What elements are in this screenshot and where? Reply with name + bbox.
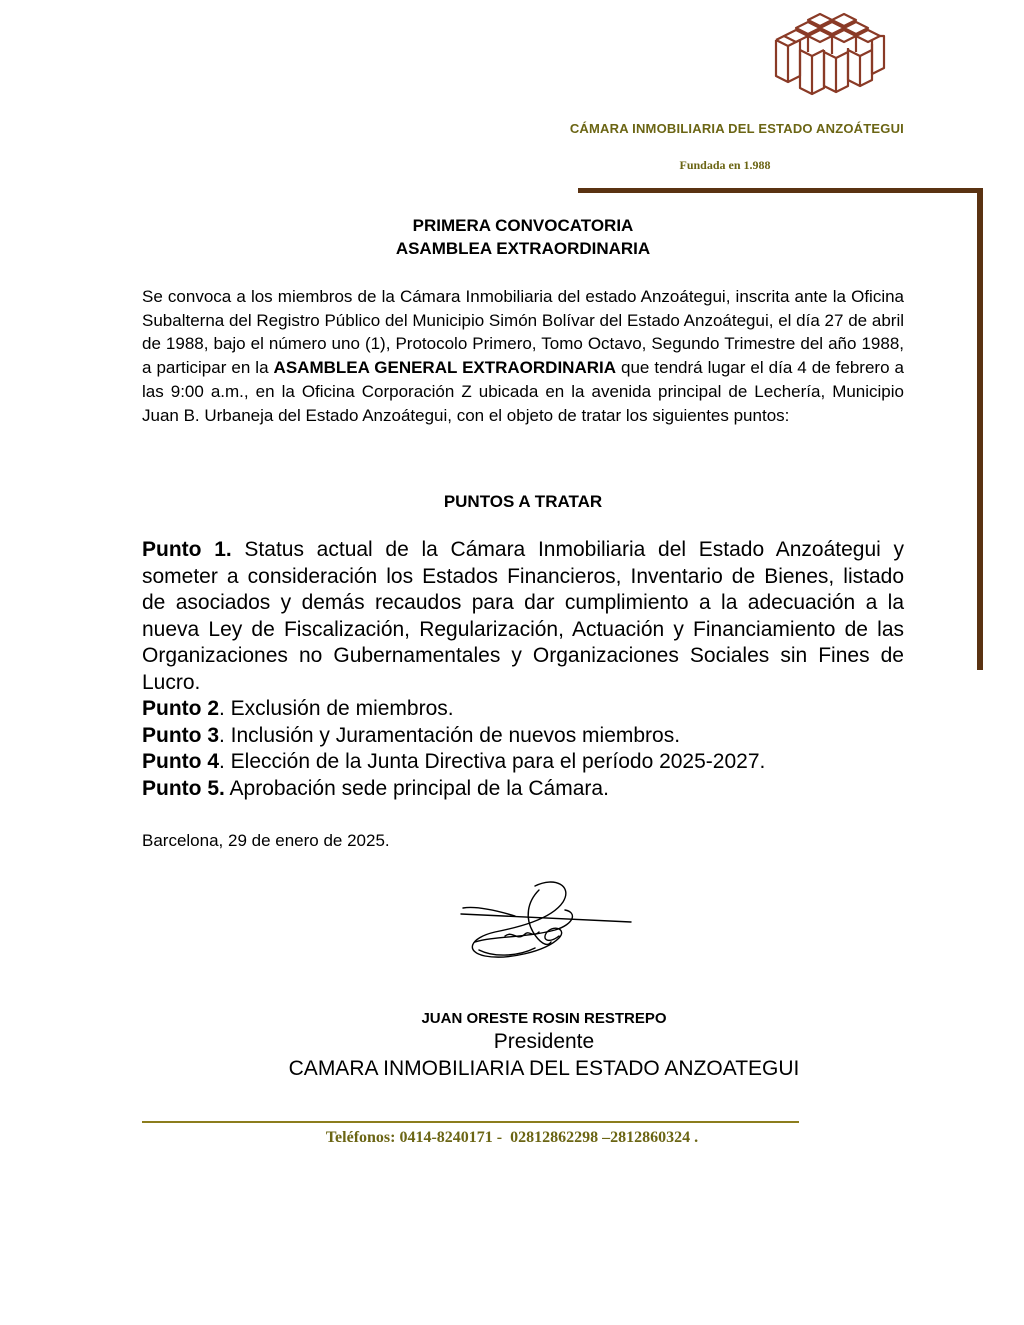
intro-paragraph xyxy=(142,285,904,427)
list-item xyxy=(142,537,904,696)
point-text: Status actual de la Cámara Inmobiliaria del Estado Anzoátegui y someter a consideración los Estados Financieros, Inventario de Bienes, listado de asociados y demás recaudos para dar cumplimiento a la adecuación a la nueva Ley de Fiscalización, Regularización, Actuación y Financiamiento de las Organizaciones no Gubernamentales y Organizaciones Sociales sin Fines de Lucro. xyxy=(142,538,904,694)
point-text: . Inclusión y Juramentación de nuevos miembros. xyxy=(219,723,681,747)
decorative-border-top xyxy=(578,188,983,193)
document-subtitle: ASAMBLEA EXTRAORDINARIA xyxy=(395,239,651,258)
point-label: Punto 2 xyxy=(142,697,219,720)
handwritten-signature-icon xyxy=(455,872,635,967)
organization-header: CÁMARA INMOBILIARIA DEL ESTADO ANZOÁTEGUI xyxy=(569,121,904,136)
founded-date: Fundada en 1.988 xyxy=(679,158,771,172)
point-label: Punto 4 xyxy=(142,750,219,773)
point-label: Punto 3 xyxy=(142,723,219,747)
date-line: Barcelona, 29 de enero de 2025. xyxy=(142,831,390,850)
footer-phones: Teléfonos: 0414-8240171 - 02812862298 –2812860324 . xyxy=(325,1129,699,1146)
intro-text-before: Se convoca a los miembros de la Cámara Inmobiliaria del estado Anzoátegui, inscrita ante la Oficina Subalterna del Registro Público del Municipio Simón Bolívar del Estado Anzoátegui, el día 27 de abril de 1988, bajo el número uno (1), Protocolo Primero, Tomo Octavo, Segundo Trimestre del año 1988, a participar en la xyxy=(142,287,904,378)
point-text: . Elección de la Junta Directiva para el período 2025-2027. xyxy=(219,750,766,773)
points-heading: PUNTOS A TRATAR xyxy=(443,492,603,511)
footer-divider xyxy=(142,1121,799,1123)
signer-name: JUAN ORESTE ROSIN RESTREPO xyxy=(421,1010,667,1027)
point-text: Aprobación sede principal de la Cámara. xyxy=(224,776,609,800)
decorative-border-right xyxy=(977,188,983,670)
list-item xyxy=(142,723,904,750)
stacked-cubes-logo-icon xyxy=(772,10,888,96)
list-item xyxy=(142,776,904,803)
list-item xyxy=(142,696,904,723)
points-list xyxy=(142,537,904,802)
intro-text-after: que tendrá lugar el día 4 de febrero a las 9:00 a.m., en la Oficina Corporación Z ubicada en la avenida principal de Lechería, Municipio Juan B. Urbaneja del Estado Anzoátegui, con el objeto de tratar los siguientes puntos: xyxy=(142,358,904,425)
signer-organization: CAMARA INMOBILIARIA DEL ESTADO ANZOATEGUI xyxy=(288,1057,800,1080)
point-label: Punto 5. xyxy=(142,776,225,800)
intro-bold-text: ASAMBLEA GENERAL EXTRAORDINARIA xyxy=(273,358,617,378)
point-label: Punto 1. xyxy=(142,538,232,561)
point-text: . Exclusión de miembros. xyxy=(219,697,454,720)
document-title: PRIMERA CONVOCATORIA xyxy=(412,216,634,235)
signer-role: Presidente xyxy=(493,1030,595,1053)
list-item xyxy=(142,749,904,776)
